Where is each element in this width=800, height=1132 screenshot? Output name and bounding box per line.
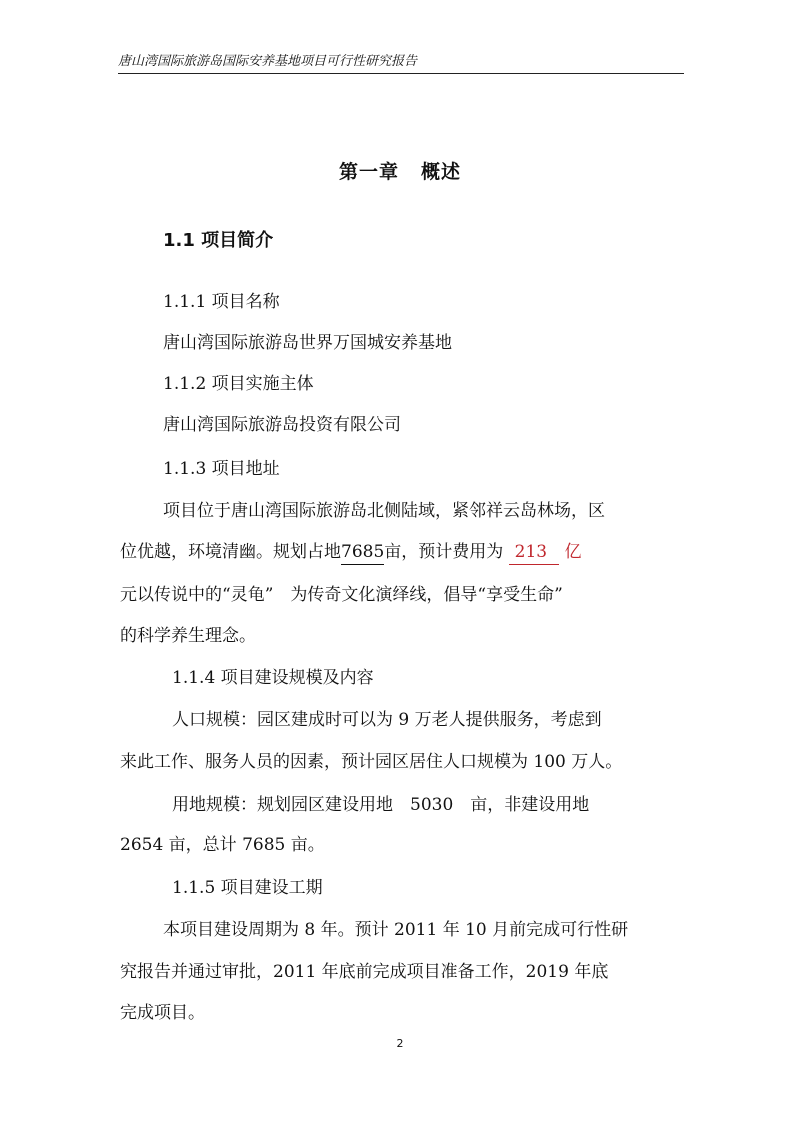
subsection-heading-address: 1.1.3 项目地址	[163, 459, 280, 479]
address-paragraph-line	[120, 540, 582, 565]
chapter-number: 第一章	[338, 161, 399, 183]
address-text: 位优越，环境清幽。规划占地	[120, 542, 341, 562]
schedule-paragraph-line: 究报告并通过审批，2011 年底前完成项目准备工作，2019 年底	[120, 962, 609, 982]
chapter-name: 概述	[421, 161, 462, 183]
project-name-text: 唐山湾国际旅游岛世界万国城安养基地	[163, 333, 452, 353]
schedule-paragraph-line: 本项目建设周期为 8 年。预计 2011 年 10 月前完成可行性研	[163, 920, 629, 940]
page-number: 2	[396, 1037, 404, 1050]
planned-area-value: 7685	[341, 540, 384, 565]
address-paragraph-line: 元以传说中的“灵龟” 为传奇文化演绎线，倡导“享受生命”	[120, 585, 563, 605]
population-paragraph-line: 人口规模：园区建成时可以为 9 万老人提供服务，考虑到	[172, 710, 602, 730]
address-paragraph-line: 项目位于唐山湾国际旅游岛北侧陆域，紧邻祥云岛林场，区	[163, 501, 605, 521]
chapter-title	[0, 157, 800, 184]
address-text: 亩，预计费用为	[384, 542, 504, 562]
address-paragraph-line: 的科学养生理念。	[120, 626, 256, 646]
land-paragraph-line: 用地规模：规划园区建设用地 5030 亩，非建设用地	[172, 795, 590, 815]
land-paragraph-line: 2654 亩，总计 7685 亩。	[120, 835, 325, 855]
implementing-entity-text: 唐山湾国际旅游岛投资有限公司	[163, 415, 401, 435]
subsection-heading-name: 1.1.1 项目名称	[163, 292, 280, 312]
subsection-heading-scale: 1.1.4 项目建设规模及内容	[172, 668, 374, 688]
estimated-cost-value: 213	[509, 540, 559, 565]
schedule-paragraph-line: 完成项目。	[120, 1003, 205, 1023]
report-title: 唐山湾国际旅游岛国际安养基地项目可行性研究报告	[118, 54, 418, 69]
section-heading: 1.1 项目简介	[163, 230, 274, 251]
running-header	[118, 52, 684, 74]
subsection-heading-schedule: 1.1.5 项目建设工期	[172, 878, 323, 898]
subsection-heading-entity: 1.1.2 项目实施主体	[163, 374, 314, 394]
population-paragraph-line: 来此工作、服务人员的因素，预计园区居住人口规模为 100 万人。	[120, 752, 623, 772]
cost-unit: 亿	[564, 542, 582, 562]
